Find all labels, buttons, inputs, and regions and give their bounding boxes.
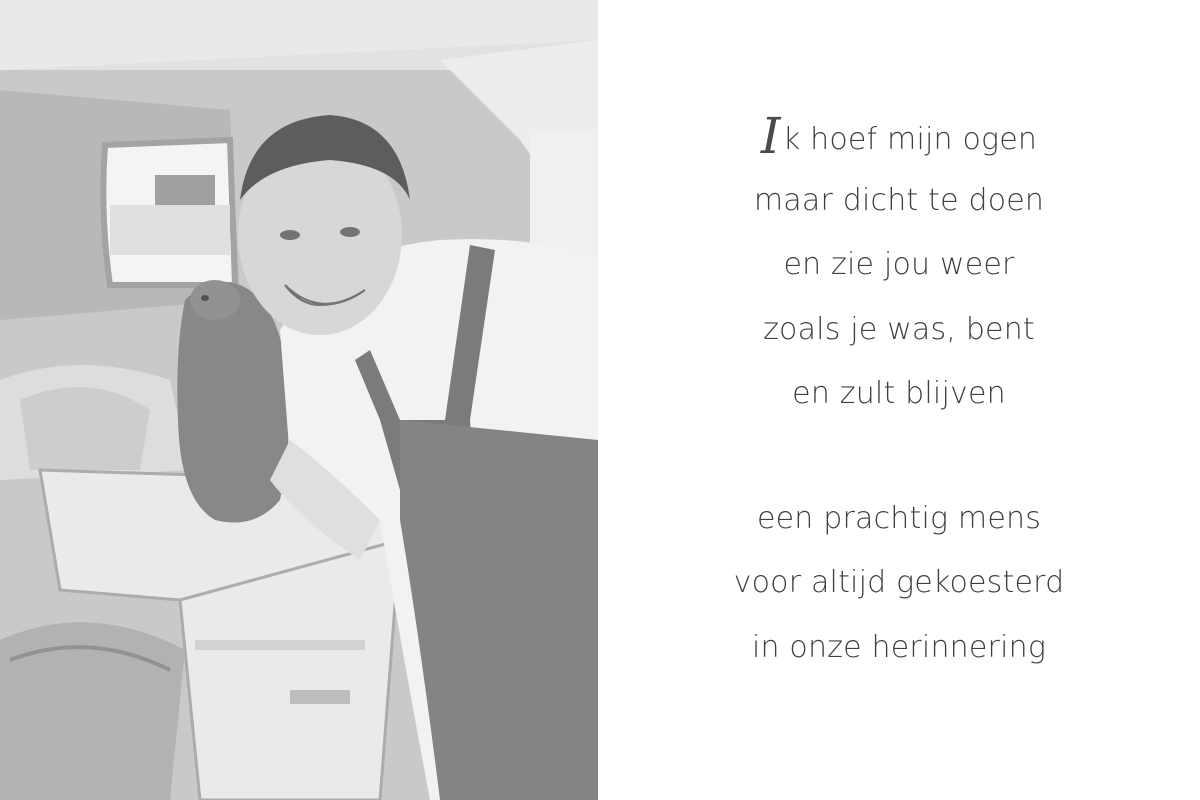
poem-line: een prachtig mens	[756, 500, 1042, 536]
poem-line: zoals je was, bent	[763, 311, 1035, 347]
poem-line: en zult blijven	[792, 376, 1006, 411]
poem-line-text: k hoef mijn ogen	[782, 122, 1038, 157]
poem-line: maar dicht te doen	[753, 182, 1045, 218]
portrait-photo	[0, 0, 598, 800]
poem-line: en zie jou weer	[783, 247, 1015, 282]
portrait-photo-icon	[0, 0, 598, 800]
poem-line	[598, 104, 1200, 169]
poem-panel	[598, 0, 1200, 800]
poem-line: in onze herinnering	[751, 629, 1047, 665]
poem-stanza-2	[598, 487, 1200, 681]
poem-line: voor altijd gekoesterd	[733, 565, 1065, 600]
poem	[598, 104, 1200, 680]
drop-cap: I	[760, 107, 781, 165]
poem-stanza-1	[598, 104, 1200, 427]
